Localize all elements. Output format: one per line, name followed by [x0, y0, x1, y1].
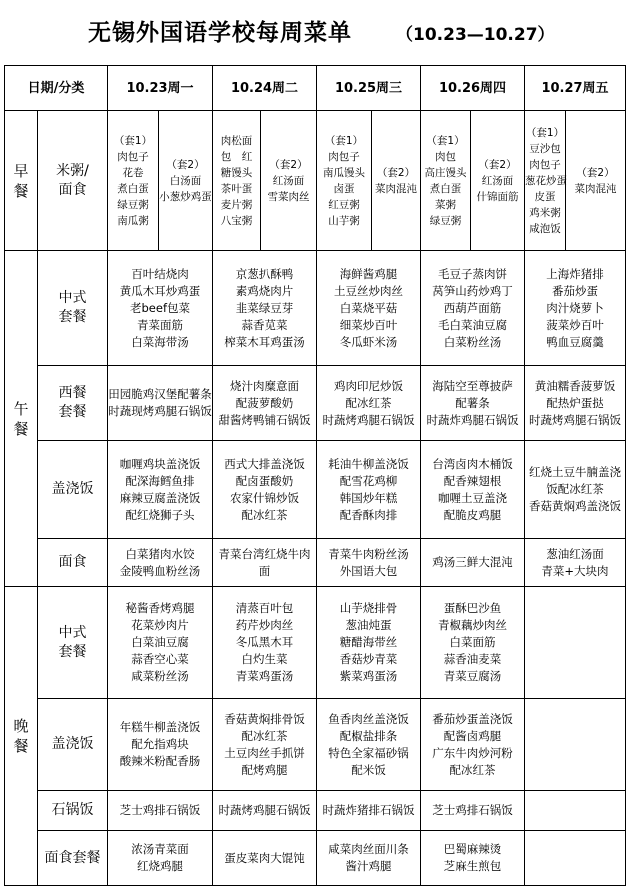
- menu-cell: [525, 699, 626, 791]
- menu-cell: [317, 587, 421, 699]
- menu-item: 配冰红茶: [449, 762, 496, 777]
- menu-item: 青菜鸡蛋汤: [235, 669, 294, 683]
- menu-item: 黄油糯香菠萝饭: [534, 378, 616, 393]
- menu-item: 白菜粉丝汤: [443, 334, 502, 349]
- menu-item: 鱼香肉丝盖浇饭: [328, 711, 409, 726]
- category-label: 米粥/ 面食: [38, 111, 108, 251]
- menu-cell: [525, 366, 626, 441]
- menu-item: 白菜猪肉水饺: [125, 546, 195, 561]
- breakfast-set1: [108, 111, 159, 250]
- breakfast-set1: [421, 111, 471, 250]
- menu-item: 花菜炒肉片: [131, 618, 189, 632]
- menu-item: 肉松面: [220, 134, 253, 147]
- category-label: 中式 套餐: [38, 587, 108, 699]
- menu-item: 配米饭: [351, 762, 386, 777]
- menu-cell: [317, 366, 421, 441]
- menu-item: 细菜炒百叶: [339, 317, 398, 332]
- menu-item: 耗油牛柳盖浇饭: [328, 456, 409, 471]
- breakfast-set2: [471, 111, 524, 250]
- menu-cell: [108, 587, 213, 699]
- menu-item: 鸡米粥: [529, 206, 561, 219]
- menu-item: 毛豆子蒸肉饼: [438, 266, 507, 281]
- menu-item: 葱油炖蛋: [345, 618, 392, 632]
- menu-item: 上海炸猪排: [546, 266, 604, 281]
- menu-cell: [317, 441, 421, 539]
- menu-item: （套2）: [478, 158, 517, 171]
- menu-item: 配香酥肉排: [339, 507, 398, 522]
- menu-item: 配椒盐排条: [339, 728, 398, 743]
- menu-item: 鸭血豆腐羹: [546, 334, 604, 349]
- menu-item: 咖喱鸡块盖浇饭: [119, 456, 201, 471]
- menu-cell: [213, 831, 317, 886]
- breakfast-set1: [213, 111, 261, 250]
- menu-item: 冬瓜虾米汤: [339, 334, 398, 349]
- breakfast-set2: [159, 111, 212, 250]
- menu-item: 面: [258, 563, 271, 578]
- menu-item: 山芋烧排骨: [339, 601, 398, 615]
- weekly-menu-table: [4, 65, 626, 886]
- menu-item: 配香辣翅根: [443, 473, 502, 488]
- menu-item: 巴蜀麻辣烫: [443, 842, 502, 856]
- menu-item: 配允指鸡块: [131, 737, 189, 751]
- category-label: 盖浇饭: [38, 441, 108, 539]
- menu-item: 配卤蛋酸奶: [235, 473, 294, 488]
- menu-item: 酸辣米粉配香肠: [119, 754, 201, 768]
- menu-item: 药芹炒肉丝: [235, 618, 294, 632]
- breakfast-cell: [213, 111, 317, 251]
- menu-item: 台湾卤肉木桶饭: [432, 456, 513, 471]
- menu-cell: [213, 791, 317, 831]
- category-label: 西餐 套餐: [38, 366, 108, 441]
- menu-item: （套1）: [113, 134, 153, 147]
- menu-item: 茶叶蛋: [220, 182, 253, 195]
- menu-cell: [108, 251, 213, 366]
- menu-item: 煮白蛋: [429, 182, 462, 195]
- menu-cell: [525, 539, 626, 587]
- menu-item: 配深海鳕鱼排: [125, 473, 195, 488]
- menu-item: 青菜+大块肉: [541, 563, 609, 578]
- menu-item: 高庄馒头: [424, 166, 467, 179]
- breakfast-cell: [317, 111, 421, 251]
- menu-item: 咸菜肉丝面川条: [328, 842, 409, 856]
- menu-item: 配薯条: [455, 395, 490, 410]
- menu-item: 配冰红茶: [241, 728, 288, 743]
- menu-cell: [108, 539, 213, 587]
- menu-item: 蛋酥巴沙鱼: [443, 601, 502, 615]
- menu-item: 酱汁鸡腿: [345, 859, 392, 873]
- menu-item: 蛋皮菜肉大馄饨: [224, 850, 305, 865]
- menu-item: 青菜台湾红烧牛肉: [218, 546, 311, 561]
- menu-item: 菜粥: [435, 198, 456, 211]
- menu-item: 肉包子: [328, 150, 360, 163]
- menu-item: 白灼生菜: [241, 652, 288, 666]
- menu-item: 土豆肉丝手抓饼: [224, 745, 305, 760]
- menu-cell: [213, 587, 317, 699]
- breakfast-set1: [317, 111, 372, 250]
- header-day: 10.23周一: [108, 66, 213, 111]
- menu-item: 特色全家福砂锅: [328, 745, 409, 760]
- menu-cell: [421, 699, 525, 791]
- menu-item: 绿豆粥: [429, 214, 462, 227]
- menu-item: （套2）: [576, 166, 615, 179]
- menu-item: 葱花炒蛋: [525, 174, 567, 187]
- menu-cell: [317, 791, 421, 831]
- menu-cell: [525, 831, 626, 886]
- menu-cell: [421, 441, 525, 539]
- menu-cell: [317, 699, 421, 791]
- menu-item: （套1）: [324, 134, 364, 147]
- menu-item: 冬瓜黑木耳: [235, 635, 294, 649]
- menu-cell: [213, 366, 317, 441]
- menu-cell: [421, 366, 525, 441]
- menu-item: 香菇炒青菜: [339, 652, 398, 666]
- meal-label-lunch: 午 餐: [5, 251, 38, 587]
- menu-item: （套2）: [269, 158, 308, 171]
- menu-item: 蒜香油麦菜: [443, 652, 502, 666]
- header-corner: 日期/分类: [5, 66, 108, 111]
- menu-item: 咸泡饭: [529, 222, 561, 235]
- menu-item: 清蒸百叶包: [235, 601, 294, 615]
- menu-item: 红豆粥: [328, 198, 360, 211]
- menu-item: 海鲜酱鸡腿: [339, 266, 398, 281]
- menu-cell: [213, 251, 317, 366]
- menu-item: （套1）: [426, 134, 465, 147]
- menu-item: 南瓜馒头: [323, 166, 365, 179]
- menu-cell: [421, 587, 525, 699]
- menu-item: 毛白菜油豆腐: [438, 317, 507, 332]
- menu-cell: [317, 251, 421, 366]
- menu-item: 百叶结烧肉: [131, 266, 189, 281]
- menu-item: 咸菜粉丝汤: [131, 669, 189, 683]
- menu-item: 榨菜木耳鸡蛋汤: [224, 334, 305, 349]
- menu-item: 青菜面筋: [137, 317, 183, 332]
- header-day: 10.24周二: [213, 66, 317, 111]
- menu-cell: [108, 791, 213, 831]
- menu-item: 时蔬现烤鸡腿石锅饭: [108, 404, 212, 418]
- menu-item: 紫菜鸡蛋汤: [339, 669, 398, 683]
- menu-cell: [213, 539, 317, 587]
- menu-item: 糖馒头: [220, 166, 253, 179]
- menu-item: 香菇黄焖鸡盖浇饭: [529, 499, 621, 513]
- menu-item: 时蔬烤鸡腿石锅饭: [322, 412, 415, 427]
- menu-item: 青椒藕炒肉丝: [438, 618, 507, 632]
- menu-cell: [421, 539, 525, 587]
- menu-item: 黄瓜木耳炒鸡蛋: [119, 283, 201, 298]
- menu-item: 配烤鸡腿: [241, 762, 288, 777]
- menu-item: 白菜油豆腐: [131, 635, 189, 649]
- breakfast-set2: [261, 111, 316, 250]
- menu-item: 烧汁肉糜意面: [230, 378, 299, 393]
- menu-item: 时蔬炸猪排石锅饭: [322, 803, 415, 817]
- menu-item: 八宝粥: [220, 214, 253, 227]
- menu-item: 葱油红汤面: [546, 546, 604, 561]
- menu-item: 南瓜粥: [117, 214, 149, 227]
- menu-item: 菜肉混沌: [574, 182, 617, 195]
- category-label: 面食: [38, 539, 108, 587]
- menu-item: 配脆皮鸡腿: [443, 507, 502, 522]
- menu-item: 配冰红茶: [241, 507, 288, 522]
- menu-item: 什锦面筋: [476, 190, 519, 203]
- menu-cell: [525, 587, 626, 699]
- menu-item: 海陆空至尊披萨: [432, 378, 513, 393]
- menu-cell: [213, 441, 317, 539]
- menu-item: 雪菜肉丝: [267, 190, 310, 203]
- menu-item: 土豆丝炒肉丝: [334, 283, 403, 298]
- menu-cell: [421, 791, 525, 831]
- menu-item: 鸡肉印尼炒饭: [334, 378, 403, 393]
- menu-item: 蒜香空心菜: [131, 652, 189, 666]
- menu-item: 芝麻生煎包: [443, 859, 502, 873]
- menu-item: 糖醋海带丝: [339, 635, 398, 649]
- menu-item: 鸡汤三鲜大混沌: [432, 555, 513, 569]
- meal-label-dinner: 晚 餐: [5, 587, 38, 886]
- menu-item: （套2）: [376, 166, 416, 179]
- breakfast-set2: [372, 111, 420, 250]
- menu-cell: [421, 831, 525, 886]
- menu-item: 番茄炒蛋: [552, 283, 598, 298]
- menu-item: 老beef包菜: [130, 300, 190, 315]
- menu-item: 时蔬烤鸡腿石锅饭: [529, 412, 621, 427]
- menu-cell: [108, 366, 213, 441]
- menu-item: 秘酱香烤鸡腿: [125, 601, 195, 615]
- breakfast-cell: [108, 111, 213, 251]
- header-day: 10.25周三: [317, 66, 421, 111]
- menu-item: 麦片粥: [220, 198, 253, 211]
- menu-cell: [108, 699, 213, 791]
- page-title: 无锡外国语学校每周菜单: [88, 20, 352, 46]
- category-label: 面食套餐: [38, 831, 108, 886]
- meal-label-breakfast: 早 餐: [5, 111, 38, 251]
- menu-item: 红汤面: [272, 174, 305, 187]
- breakfast-set1: [525, 111, 566, 250]
- menu-cell: [108, 831, 213, 886]
- category-label: 盖浇饭: [38, 699, 108, 791]
- menu-item: 白菜海带汤: [131, 334, 189, 349]
- menu-item: 青菜豆腐汤: [443, 669, 502, 683]
- menu-item: 甜酱烤鸭铺石锅饭: [218, 412, 311, 427]
- date-range: （10.23—10.27）: [396, 25, 555, 45]
- menu-item: 白汤面: [169, 174, 202, 187]
- menu-cell: [317, 831, 421, 886]
- menu-item: 包 红: [220, 150, 253, 163]
- menu-item: 花卷: [122, 166, 144, 179]
- menu-cell: [525, 251, 626, 366]
- menu-item: 韭菜绿豆芽: [235, 300, 294, 315]
- menu-item: 红烧鸡腿: [137, 859, 183, 873]
- menu-item: 农家什锦炒饭: [230, 490, 299, 505]
- menu-item: 莴笋山药炒鸡丁: [432, 283, 513, 298]
- menu-item: 广东牛肉炒河粉: [432, 745, 513, 760]
- menu-cell: [213, 699, 317, 791]
- menu-item: 配红烧狮子头: [125, 507, 195, 522]
- category-label: 石锅饭: [38, 791, 108, 831]
- header-day: 10.26周四: [421, 66, 525, 111]
- menu-item: 白菜烧平菇: [339, 300, 398, 315]
- menu-item: 西式大排盖浇饭: [224, 456, 305, 471]
- menu-item: 肉包子: [529, 158, 561, 171]
- menu-item: 浓汤青菜面: [131, 842, 189, 856]
- menu-item: 青菜牛肉粉丝汤: [328, 546, 409, 561]
- breakfast-set2: [566, 111, 625, 250]
- menu-item: 配菠萝酸奶: [235, 395, 294, 410]
- menu-item: 韩国炒年糕: [339, 490, 398, 505]
- menu-item: 肉包子: [117, 150, 149, 163]
- menu-item: 山芋粥: [328, 214, 360, 227]
- menu-item: 外国语大包: [339, 563, 398, 578]
- breakfast-cell: [421, 111, 525, 251]
- category-label: 中式 套餐: [38, 251, 108, 366]
- menu-item: 芝士鸡排石锅饭: [432, 803, 513, 817]
- menu-item: 肉汁烧萝卜: [546, 300, 604, 315]
- menu-item: 田园脆鸡汉堡配薯条: [108, 387, 212, 401]
- menu-item: 年糕牛柳盖浇饭: [119, 720, 201, 734]
- menu-item: 皮蛋: [534, 190, 556, 203]
- menu-item: 咖喱土豆盖浇: [438, 490, 507, 505]
- breakfast-cell: [525, 111, 626, 251]
- menu-item: 时蔬炸鸡腿石锅饭: [426, 412, 519, 427]
- menu-item: 芝士鸡排石锅饭: [119, 803, 201, 817]
- menu-item: 时蔬烤鸡腿石锅饭: [218, 803, 311, 817]
- menu-item: 京葱扒酥鸭: [235, 266, 294, 281]
- menu-item: （套1）: [525, 126, 565, 139]
- menu-item: 番茄炒蛋盖浇饭: [432, 711, 513, 726]
- menu-item: （套2）: [166, 158, 205, 171]
- menu-cell: [108, 441, 213, 539]
- menu-item: 肉包: [435, 150, 456, 163]
- menu-item: 蒜香苋菜: [241, 317, 288, 332]
- menu-cell: [525, 791, 626, 831]
- menu-item: 豆沙包: [529, 142, 561, 155]
- menu-item: 素鸡烧肉片: [235, 283, 294, 298]
- menu-item: 香菇黄焖排骨饭: [224, 711, 305, 726]
- menu-item: 卤蛋: [333, 182, 355, 195]
- menu-cell: [317, 539, 421, 587]
- menu-item: 红汤面: [481, 174, 514, 187]
- menu-item: 饭配冰红茶: [546, 482, 604, 496]
- menu-item: 配酱卤鸡腿: [443, 728, 502, 743]
- menu-item: 配冰红茶: [345, 395, 392, 410]
- menu-item: 金陵鸭血粉丝汤: [119, 563, 201, 578]
- menu-cell: [525, 441, 626, 539]
- menu-item: 小葱炒鸡蛋: [159, 190, 212, 203]
- menu-item: 西葫芦面筋: [443, 300, 502, 315]
- menu-item: 白菜面筋: [449, 635, 496, 649]
- menu-item: 配雪花鸡柳: [339, 473, 398, 488]
- menu-item: 麻辣豆腐盖浇饭: [119, 490, 201, 505]
- menu-item: 菠菜炒百叶: [546, 317, 604, 332]
- menu-item: 煮白蛋: [117, 182, 149, 195]
- menu-item: 绿豆粥: [117, 198, 149, 211]
- menu-item: 配热炉蛋挞: [546, 395, 604, 410]
- menu-item: 红烧土豆牛腩盖浇: [529, 465, 621, 479]
- menu-cell: [421, 251, 525, 366]
- header-day: 10.27周五: [525, 66, 626, 111]
- menu-item: 菜肉混沌: [375, 182, 417, 195]
